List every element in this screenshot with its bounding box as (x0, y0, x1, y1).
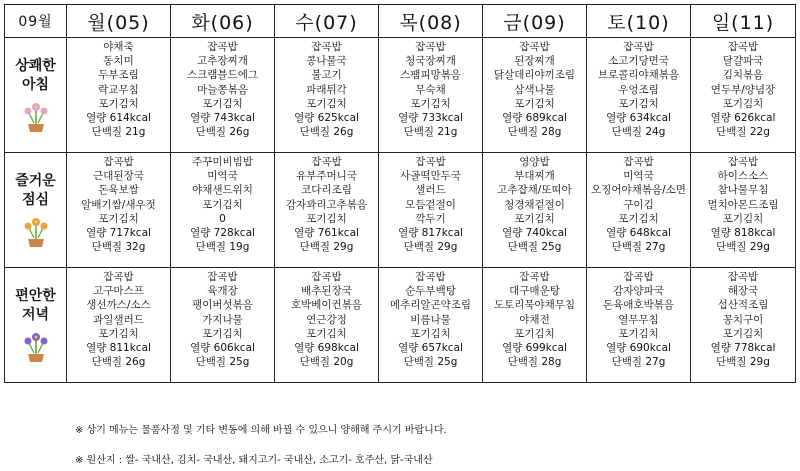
menu-item: 삼색나물 (514, 83, 555, 96)
calorie-value: 열량 818kcal (710, 227, 776, 240)
menu-item: 돈육애호박볶음 (602, 299, 674, 312)
meal-row (5, 153, 796, 268)
day-header: 화(06) (171, 5, 275, 38)
menu-item: 잡곡밥 (103, 271, 134, 283)
menu-cell (691, 38, 796, 153)
menu-item: 코다리조림 (301, 184, 352, 197)
menu-cell (379, 153, 483, 268)
menu-item: 야채샌드위치 (192, 184, 253, 197)
menu-cell (275, 268, 379, 383)
menu-item: 생선까스/소스 (86, 299, 151, 312)
header-row (5, 5, 796, 38)
protein-value: 단백질 29g (403, 241, 458, 254)
meal-row (5, 268, 796, 383)
menu-cell (67, 153, 171, 268)
menu-item: 포기김치 (410, 97, 451, 110)
menu-item: 팽이버섯볶음 (192, 299, 253, 312)
menu-item: 잡곡밥 (207, 271, 238, 283)
menu-cell (483, 38, 587, 153)
day-header: 수(07) (275, 5, 379, 38)
menu-item: 잡곡밥 (207, 41, 238, 53)
menu-item: 주꾸미비빔밥 (192, 156, 253, 168)
meal-title: 저녁 (21, 307, 50, 323)
menu-table (4, 4, 796, 383)
menu-item: 포기김치 (618, 97, 659, 110)
menu-item: 잡곡밥 (623, 271, 654, 283)
menu-item: 잡곡밥 (623, 41, 654, 53)
menu-item: 유부주머니국 (296, 170, 357, 183)
menu-item: 잡곡밥 (727, 271, 759, 283)
menu-item: 포기김치 (410, 327, 451, 340)
calorie-value: 열량 811kcal (86, 342, 151, 355)
menu-item: 파래튀각 (306, 83, 347, 96)
menu-cell (171, 268, 275, 383)
calorie-value: 열량 690kcal (606, 342, 671, 355)
menu-item: 미역국 (207, 170, 238, 183)
menu-item: 김치볶음 (722, 69, 764, 82)
menu-item: 부대찌개 (514, 170, 555, 183)
menu-item: 참나물무침 (717, 184, 769, 197)
protein-value: 단백질 26g (91, 356, 146, 369)
calorie-value: 열량 740kcal (502, 227, 567, 240)
protein-value: 단백질 26g (299, 126, 354, 139)
protein-value: 단백질 28g (507, 126, 562, 139)
calorie-value: 열량 698kcal (294, 342, 359, 355)
calorie-value: 열량 689kcal (502, 112, 567, 125)
calorie-value: 열량 717kcal (86, 227, 151, 240)
day-header: 목(08) (379, 5, 483, 38)
menu-item: 열무무침 (618, 313, 659, 326)
menu-item: 스크램블드에그 (186, 69, 258, 82)
menu-item: 섭산적조림 (717, 299, 769, 312)
menu-item: 사골떡만두국 (400, 170, 461, 183)
menu-item: 미역국 (623, 170, 654, 183)
meal-title: 점심 (21, 192, 50, 208)
menu-item: 돈육보쌈 (98, 184, 139, 197)
menu-item: 잡곡밥 (623, 156, 654, 168)
menu-cell (587, 38, 691, 153)
menu-item: 닭살데리야끼조림 (493, 69, 576, 82)
month-header: 09월 (5, 5, 67, 38)
menu-item: 포기김치 (722, 212, 764, 225)
protein-value: 단백질 29g (299, 241, 354, 254)
menu-item: 된장찌개 (514, 55, 555, 68)
day-header: 월(05) (67, 5, 171, 38)
protein-value: 단백질 28g (507, 356, 562, 369)
calorie-value: 열량 648kcal (606, 227, 671, 240)
protein-value: 단백질 26g (195, 126, 250, 139)
protein-value: 단백질 19g (195, 241, 250, 254)
menu-item: 포기김치 (306, 212, 347, 225)
calorie-value: 열량 817kcal (398, 227, 463, 240)
menu-item: 청국장찌개 (405, 55, 456, 68)
menu-item: 달걀파국 (722, 55, 764, 68)
origin-footnote: ※ 원산지 : 쌀- 국내산, 김치- 국내산, 돼지고기- 국내산, 소고기- 호주산, 닭-국내산 (75, 455, 433, 466)
protein-value: 단백질 21g (91, 126, 146, 139)
menu-cell (587, 268, 691, 383)
menu-item: 포기김치 (514, 97, 555, 110)
menu-item: 야채전 (519, 313, 550, 326)
menu-item: 연근강정 (306, 313, 347, 326)
flower-pot-icon (21, 214, 51, 248)
menu-item: 0 (219, 212, 226, 225)
menu-item: 대구매운탕 (509, 285, 560, 298)
menu-item: 포기김치 (306, 327, 347, 340)
menu-item: 오징어야채볶음/소면 (591, 184, 686, 197)
protein-value: 단백질 29g (716, 241, 770, 254)
menu-item: 잡곡밥 (519, 271, 550, 283)
calorie-value: 열량 778kcal (710, 342, 776, 355)
meal-row-header (5, 268, 67, 383)
protein-value: 단백질 25g (507, 241, 562, 254)
menu-item: 포기김치 (98, 327, 139, 340)
menu-item: 감자양파국 (613, 285, 664, 298)
protein-value: 단백질 32g (91, 241, 146, 254)
menu-item: 모듬겉절이 (405, 198, 456, 211)
menu-item: 도토리묵야채무침 (493, 299, 576, 312)
menu-cell (275, 38, 379, 153)
menu-item: 육개장 (207, 285, 238, 298)
calorie-value: 열량 733kcal (398, 112, 463, 125)
menu-item: 스팸피망볶음 (400, 69, 461, 82)
menu-item: 포기김치 (722, 97, 764, 110)
meal-title: 편안한 (15, 288, 56, 304)
meal-title: 상쾌한 (15, 58, 56, 74)
protein-value: 단백질 29g (716, 356, 770, 369)
calorie-value: 열량 699kcal (502, 342, 567, 355)
menu-item: 포기김치 (98, 212, 139, 225)
menu-item: 불고기 (311, 69, 342, 82)
menu-item: 순두부백탕 (405, 285, 456, 298)
menu-item: 멸치아몬드조림 (707, 198, 779, 211)
menu-cell (379, 38, 483, 153)
day-header: 금(09) (483, 5, 587, 38)
menu-cell (483, 153, 587, 268)
menu-item: 잡곡밥 (415, 156, 446, 168)
menu-cell (171, 38, 275, 153)
protein-value: 단백질 20g (299, 356, 354, 369)
menu-item: 해장국 (727, 285, 759, 298)
meal-row-header (5, 38, 67, 153)
protein-value: 단백질 24g (611, 126, 666, 139)
menu-cell (691, 153, 796, 268)
protein-value: 단백질 25g (195, 356, 250, 369)
menu-item: 무숙채 (415, 83, 446, 96)
menu-item: 소고기당면국 (608, 55, 669, 68)
menu-item: 구이김 (623, 198, 654, 211)
menu-item: 영양밥 (519, 156, 550, 168)
menu-item: 포기김치 (202, 97, 243, 110)
flower-pot-icon (21, 329, 51, 363)
menu-item: 잡곡밥 (415, 271, 446, 283)
menu-item: 포기김치 (618, 212, 659, 225)
menu-item: 과일샐러드 (93, 313, 144, 326)
calorie-value: 열량 728kcal (190, 227, 255, 240)
menu-item: 연두부/양념장 (710, 83, 776, 96)
meal-title: 아침 (21, 77, 50, 93)
menu-item: 락교무침 (98, 83, 139, 96)
menu-item: 포기김치 (618, 327, 659, 340)
menu-item: 잡곡밥 (727, 156, 759, 168)
calorie-value: 열량 761kcal (294, 227, 359, 240)
menu-item: 브로콜리야채볶음 (597, 69, 680, 82)
menu-item: 꽁치구이 (722, 313, 764, 326)
menu-item: 근대된장국 (93, 170, 144, 183)
protein-value: 단백질 22g (716, 126, 770, 139)
flower-pot-icon (21, 99, 51, 133)
menu-item: 잡곡밥 (519, 41, 550, 53)
menu-item: 고추장찌개 (197, 55, 248, 68)
menu-item: 잡곡밥 (311, 41, 342, 53)
meal-row (5, 38, 796, 153)
menu-item: 호박베이컨볶음 (290, 299, 362, 312)
menu-item: 두부조림 (98, 69, 139, 82)
menu-item: 알배기쌈/새우젓 (81, 198, 156, 211)
calorie-value: 열량 634kcal (606, 112, 671, 125)
day-header: 일(11) (691, 5, 796, 38)
calorie-value: 열량 743kcal (190, 112, 255, 125)
menu-item: 야채죽 (103, 41, 134, 53)
menu-item: 배추된장국 (301, 285, 352, 298)
menu-item: 포기김치 (722, 327, 764, 340)
menu-item: 감자꽈리고추볶음 (285, 198, 368, 211)
menu-item: 포기김치 (306, 97, 347, 110)
menu-item: 깍두기 (415, 212, 446, 225)
menu-item: 마늘쫑볶음 (197, 83, 248, 96)
calorie-value: 열량 657kcal (398, 342, 463, 355)
day-header: 토(10) (587, 5, 691, 38)
menu-item: 메추리알곤약조림 (389, 299, 472, 312)
menu-item: 잡곡밥 (311, 271, 342, 283)
menu-item: 포기김치 (514, 327, 555, 340)
menu-item: 포기김치 (202, 198, 243, 211)
menu-cell (67, 268, 171, 383)
menu-item: 잡곡밥 (311, 156, 342, 168)
menu-item: 콩나물국 (306, 55, 347, 68)
menu-cell (67, 38, 171, 153)
calorie-value: 열량 614kcal (86, 112, 151, 125)
calorie-value: 열량 606kcal (190, 342, 255, 355)
menu-item: 포기김치 (98, 97, 139, 110)
menu-item: 샐러드 (415, 184, 446, 197)
meal-row-header (5, 153, 67, 268)
menu-item: 잡곡밥 (727, 41, 759, 53)
menu-cell (275, 153, 379, 268)
menu-item: 우엉조림 (618, 83, 659, 96)
menu-item: 동치미 (103, 55, 134, 68)
menu-item: 청경채겉절이 (504, 198, 565, 211)
menu-cell (587, 153, 691, 268)
protein-value: 단백질 27g (611, 241, 666, 254)
menu-item: 잡곡밥 (415, 41, 446, 53)
menu-cell (691, 268, 796, 383)
menu-item: 포기김치 (202, 327, 243, 340)
meal-title: 즐거운 (15, 173, 56, 189)
menu-cell (171, 153, 275, 268)
menu-change-footnote: ※ 상기 메뉴는 물품사정 및 기타 변동에 의해 바뀔 수 있으니 양해해 주시기 바랍니다. (75, 425, 447, 436)
menu-item: 가지나물 (202, 313, 243, 326)
protein-value: 단백질 27g (611, 356, 666, 369)
calorie-value: 열량 626kcal (710, 112, 776, 125)
menu-item: 하이스소스 (717, 170, 769, 183)
menu-item: 포기김치 (514, 212, 555, 225)
menu-item: 비름나물 (410, 313, 451, 326)
protein-value: 단백질 21g (403, 126, 458, 139)
menu-cell (379, 268, 483, 383)
protein-value: 단백질 25g (403, 356, 458, 369)
menu-cell (483, 268, 587, 383)
calorie-value: 열량 625kcal (294, 112, 359, 125)
menu-item: 잡곡밥 (103, 156, 134, 168)
menu-item: 고구마스프 (93, 285, 144, 298)
menu-item: 고추잡채/또띠아 (497, 184, 572, 197)
